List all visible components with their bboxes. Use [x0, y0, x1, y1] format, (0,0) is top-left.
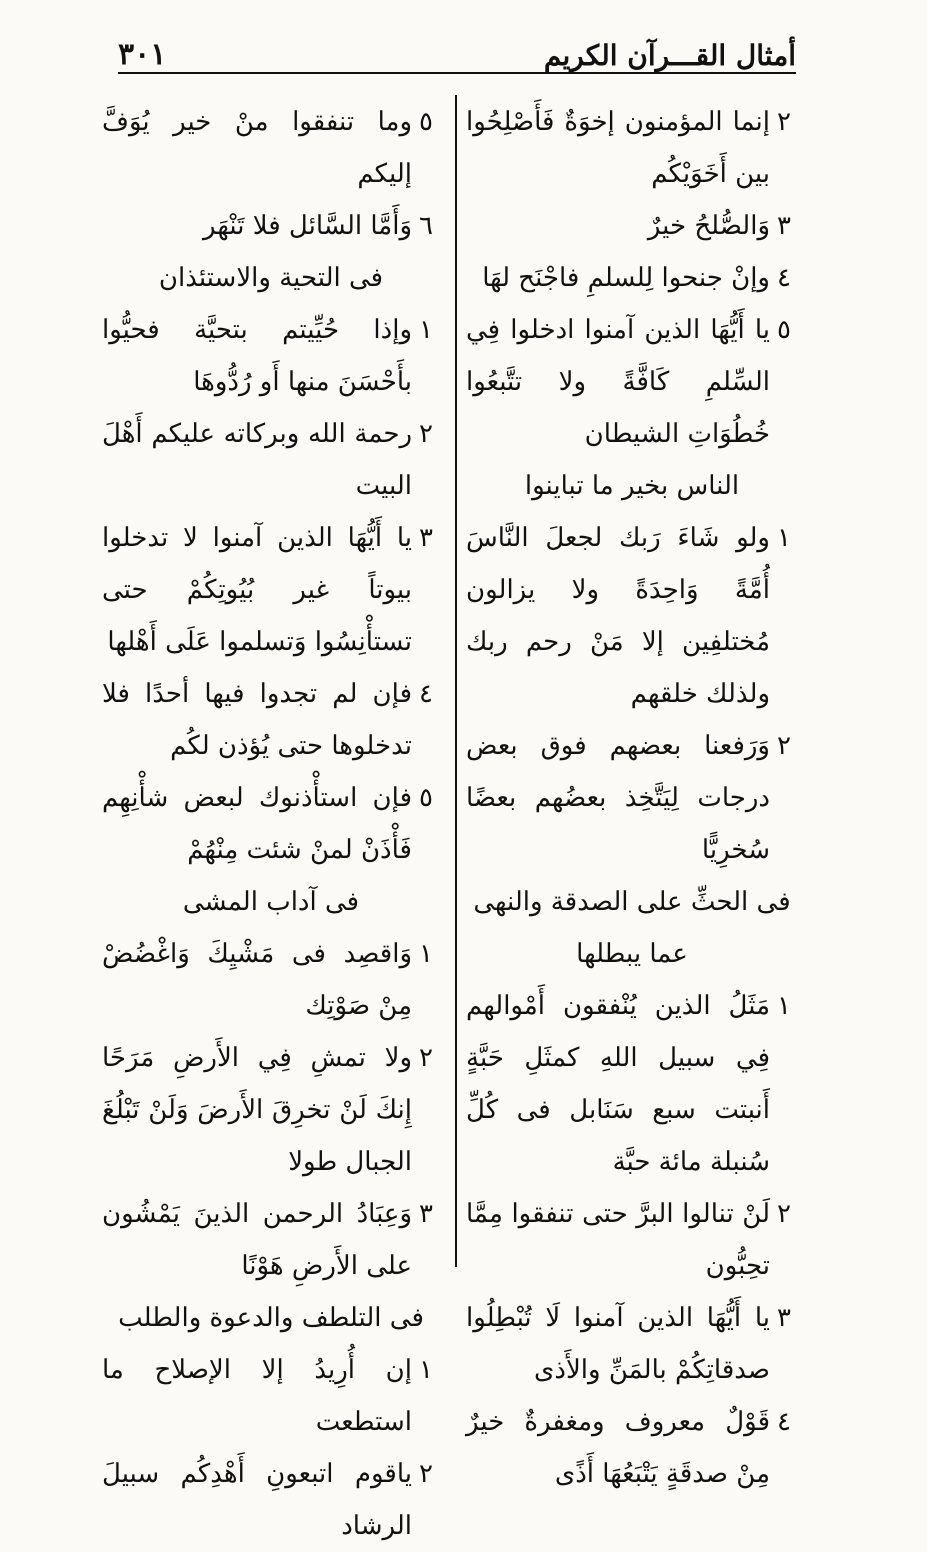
verse-text: ولو شَاءَ رَبك لجعلَ النَّاسَ أُمَّةً وَاحِدَةً ولا يزالون مُختلفِين إلا مَنْ رحم ربك ولذلك خلقهم	[466, 523, 770, 709]
verse-number: ٣	[777, 1303, 791, 1333]
verse-number: ١	[419, 1355, 433, 1385]
verse-number: ٦	[419, 211, 433, 241]
verse-number: ٤	[777, 263, 791, 293]
verse-entry	[102, 1448, 440, 1552]
verse-number: ٣	[777, 211, 791, 241]
right-column	[466, 96, 798, 1500]
verse-text: وإنْ جنحوا لِلسلمِ فاجْنَح لهَا	[482, 263, 770, 293]
verse-number: ٢	[419, 419, 433, 449]
verse-text: وَاقصِد فى مَشْيِكَ وَاغْضُضْ مِنْ صَوْتِك	[102, 939, 412, 1021]
verse-text: ياقوم اتبعونِ أَهْدِكُم سبيلَ الرشاد	[102, 1459, 412, 1541]
header-rule	[118, 72, 796, 74]
section-heading: فى الحثِّ على الصدقة والنهى	[473, 887, 791, 917]
section-heading: الناس بخير ما تباينوا	[524, 471, 740, 501]
verse-entry	[102, 512, 440, 668]
verse-number: ٢	[419, 1043, 433, 1073]
column-divider	[455, 95, 457, 1267]
verse-entry	[102, 1344, 440, 1448]
verse-entry	[466, 980, 798, 1188]
section-heading: عما يبطلها	[576, 939, 688, 969]
verse-entry	[466, 512, 798, 720]
verse-text: لَنْ تنالوا البرَّ حتى تنفقوا مِمَّا تحِبُّون	[466, 1199, 770, 1281]
verse-text: وَرَفعنا بعضهم فوق بعض درجات لِيَتَّخِذ بعضُهم بعضًا سُخرِيًّا	[466, 731, 770, 865]
verse-text: قَوْلٌ معروف ومغفرةٌ خيرٌ مِنْ صدقَةٍ يَتْبَعُهَا أَذًى	[466, 1407, 770, 1489]
page-header	[118, 26, 796, 72]
verse-number: ٢	[777, 1199, 791, 1229]
verse-text: إن أُرِيدُ إلا الإصلاح ما استطعت	[102, 1355, 412, 1437]
verse-number: ٥	[777, 315, 791, 345]
verse-entry	[466, 1396, 798, 1500]
verse-entry	[102, 772, 440, 876]
verse-text: ولا تمشِ فِي الأَرضِ مَرَحًا إِنكَ لَنْ تخرِقَ الأَرضَ وَلَنْ تَبْلُغَ الجبال طولا	[102, 1043, 412, 1177]
verse-text: وَأَمَّا السَّائل فلا تَنْهَر	[203, 211, 412, 241]
verse-entry	[102, 200, 440, 252]
verse-entry	[102, 1188, 440, 1292]
verse-entry	[466, 304, 798, 460]
verse-entry	[466, 1292, 798, 1396]
verse-number: ٢	[777, 107, 791, 137]
section-heading: فى التحية والاستئذان	[158, 263, 384, 293]
verse-entry	[102, 1032, 440, 1188]
verse-number: ١	[777, 991, 791, 1021]
verse-entry	[466, 720, 798, 876]
section-heading: فى آداب المشى	[182, 887, 360, 917]
verse-number: ٣	[419, 1199, 433, 1229]
verse-number: ٤	[777, 1407, 791, 1437]
verse-entry	[466, 200, 798, 252]
section-heading: فى التلطف والدعوة والطلب	[118, 1303, 424, 1333]
verse-text: فإن لم تجدوا فيها أحدًا فلا تدخلوها حتى يُؤذن لكُم	[102, 679, 412, 761]
verse-entry	[466, 96, 798, 200]
left-column	[102, 96, 440, 1552]
verse-entry	[102, 304, 440, 408]
running-title: أمثال القـــرآن الكريم	[543, 39, 796, 72]
verse-number: ٤	[419, 679, 433, 709]
verse-number: ٥	[419, 107, 433, 137]
verse-text: وما تنفقوا منْ خير يُوَفَّ إليكم	[102, 107, 412, 189]
verse-number: ١	[419, 939, 433, 969]
verse-text: وَالصُّلحُ خيرٌ	[647, 211, 770, 241]
verse-text: إنما المؤمنون إخوَةٌ فَأَصْلِحُوا بين أَخَوَيْكُم	[466, 107, 770, 189]
verse-number: ١	[419, 315, 433, 345]
verse-entry	[102, 928, 440, 1032]
verse-text: يا أَيُّهَا الذين آمنوا لَا تُبْطِلُوا صدقاتِكُمْ بالمَنِّ والأَذى	[466, 1303, 770, 1385]
verse-entry	[102, 408, 440, 512]
verse-text: مَثَلُ الذين يُنْفقون أَمْوالهم فِي سبيل اللهِ كمثَلِ حَبَّةٍ أَنبتت سبع سَنَابل فى كُلِّ سُنبلة مائة حبَّة	[466, 991, 770, 1177]
verse-text: رحمة الله وبركاته عليكم أَهْلَ البيت	[102, 419, 412, 501]
verse-number: ٢	[777, 731, 791, 761]
verse-entry	[102, 668, 440, 772]
verse-text: يا أَيُّهَا الذين آمنوا ادخلوا فِي السِّلمِ كَافَّةً ولا تتَّبعُوا خُطُوَاتِ الشيطان	[466, 315, 770, 449]
verse-entry	[102, 96, 440, 200]
verse-number: ٥	[419, 783, 433, 813]
verse-text: وإذا حُيِّيتم بتحيَّة فحيُّوا بأَحْسَنَ منها أَو رُدُّوهَا	[102, 315, 412, 397]
verse-entry	[466, 252, 798, 304]
verse-number: ١	[777, 523, 791, 553]
verse-text: فإن استأْذنوك لبعض شأْنِهِم فَأْذَنْ لمنْ شئت مِنْهُمْ	[102, 783, 412, 865]
page-number: ٣٠١	[118, 37, 167, 72]
verse-entry	[466, 1188, 798, 1292]
verse-text: يا أَيُّهَا الذين آمنوا لا تدخلوا بيوتاً غير بُيُوتِكُمْ حتى تستأْنِسُوا وَتسلموا عَلَى أَهْلها	[102, 523, 412, 657]
verse-number: ٣	[419, 523, 433, 553]
verse-number: ٢	[419, 1459, 433, 1489]
verse-text: وَعِبَادُ الرحمن الذينَ يَمْشُون على الأَرضِ هَوْنًا	[102, 1199, 412, 1281]
